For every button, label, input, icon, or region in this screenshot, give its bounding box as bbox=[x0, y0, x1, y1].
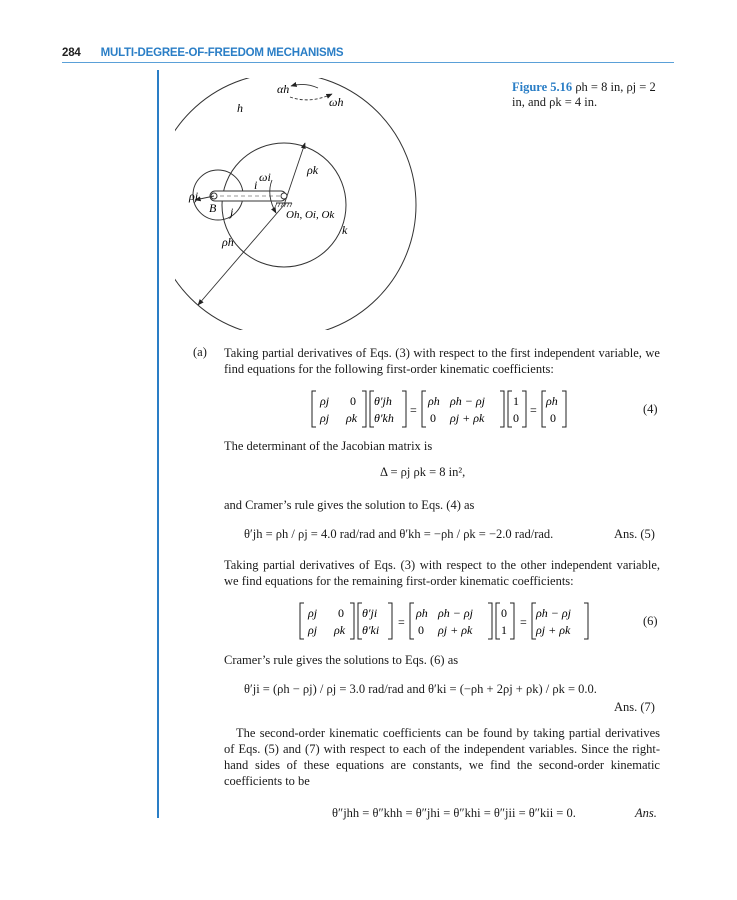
eq4-m1-21: ρj bbox=[320, 411, 330, 425]
eq6-vector-2 bbox=[496, 603, 514, 639]
eq4-m2-12: ρh − ρj bbox=[450, 394, 485, 408]
paragraph-6: The second-order kinematic coefficients can be found by taking partial derivatives of Eqs. (5) and (7) with respect to each of the independent variables. Since the right-hand sides of these equations are constants, we find the second-order kinematic coefficients to be bbox=[224, 726, 660, 788]
eq4-m1-12: 0 bbox=[350, 394, 356, 408]
caption-label: Figure 5.16 bbox=[512, 80, 573, 94]
paragraph-2: The determinant of the Jacobian matrix is bbox=[224, 439, 433, 453]
eq4-m2-22: ρj + ρk bbox=[450, 411, 485, 425]
eq5-ans: Ans. (5) bbox=[614, 527, 655, 541]
eq6-matrix-1 bbox=[300, 603, 354, 639]
eq4-v3-1: ρh bbox=[546, 394, 558, 408]
part-a-marker: (a) bbox=[193, 345, 207, 359]
paragraph-4: Taking partial derivatives of Eqs. (3) with respect to the other independent variable, we find equations for the remaining first-order kinematic coefficients: bbox=[224, 558, 660, 588]
svg-text:=: = bbox=[530, 403, 537, 417]
omega-h-arrow bbox=[290, 94, 332, 100]
running-header bbox=[62, 47, 343, 59]
label-omega-i: ωi bbox=[259, 170, 271, 184]
label-alpha-h: αh bbox=[277, 82, 290, 96]
eq6-m1-21: ρj bbox=[308, 623, 318, 637]
rho-k-arrow bbox=[284, 143, 305, 205]
eq6-v3-2: ρj + ρk bbox=[536, 623, 571, 637]
running-title: MULTI-DEGREE-OF-FREEDOM MECHANISMS bbox=[100, 47, 344, 59]
eq4-number: (4) bbox=[643, 402, 658, 416]
label-B: B bbox=[209, 201, 217, 215]
eq6-v2-1: 0 bbox=[501, 606, 507, 620]
caption-text: ρh = 8 in, ρj = 2 in, and ρk = 4 in. bbox=[512, 80, 656, 109]
eq6-v3-1: ρh − ρj bbox=[536, 606, 571, 620]
label-omega-h: ωh bbox=[329, 95, 344, 109]
eq4-m2-21: 0 bbox=[430, 411, 436, 425]
label-rho-j: ρj bbox=[189, 189, 199, 203]
rho-h-arrow bbox=[198, 205, 284, 305]
eq8-ans: Ans. bbox=[635, 806, 657, 820]
figure-caption bbox=[512, 80, 662, 110]
eq4-v2-1: 1 bbox=[513, 394, 519, 408]
eq6-v2-2: 1 bbox=[501, 623, 507, 637]
margin-bar bbox=[157, 70, 159, 818]
label-k: k bbox=[342, 223, 348, 237]
label-rho-k: ρk bbox=[307, 163, 319, 177]
alpha-h-arrow bbox=[291, 84, 318, 88]
paragraph-1: Taking partial derivatives of Eqs. (3) with respect to the first independent variable, we find equations for the following first-order kinematic coefficients: bbox=[224, 346, 660, 376]
eq6-m2-12: ρh − ρj bbox=[438, 606, 473, 620]
eq6-vector-3 bbox=[532, 603, 588, 639]
figure-5-16-diagram bbox=[175, 78, 435, 330]
eq6-number: (6) bbox=[643, 614, 658, 628]
eq4-vector-1 bbox=[370, 391, 406, 427]
eq4-m1-22: ρk bbox=[346, 411, 358, 425]
eq4-v1-2: θ′kh bbox=[374, 411, 394, 425]
page-number: 284 bbox=[62, 47, 81, 59]
eq6-m1-12: 0 bbox=[338, 606, 344, 620]
paragraph-3: and Cramer’s rule gives the solution to Eqs. (4) as bbox=[224, 498, 475, 512]
eq4-vector-2 bbox=[508, 391, 526, 427]
eq6-v1-1: θ′ji bbox=[362, 606, 378, 620]
eq4-m2-11: ρh bbox=[428, 394, 440, 408]
eq6-matrix-2 bbox=[410, 603, 492, 639]
paragraph-5: Cramer’s rule gives the solutions to Eqs. (6) as bbox=[224, 653, 459, 667]
eq4-v3-2: 0 bbox=[550, 411, 556, 425]
eq4-v1-1: θ′jh bbox=[374, 394, 392, 408]
eq6-m2-22: ρj + ρk bbox=[438, 623, 473, 637]
svg-text:=: = bbox=[410, 403, 417, 417]
eq6-m2-21: 0 bbox=[418, 623, 424, 637]
equation-4 bbox=[310, 389, 570, 431]
eq6-v1-2: θ′ki bbox=[362, 623, 380, 637]
eq6-m2-11: ρh bbox=[416, 606, 428, 620]
eq6-m1-11: ρj bbox=[308, 606, 318, 620]
equation-5: θ′jh = ρh / ρj = 4.0 rad/rad and θ′kh = −ρh / ρk = −2.0 rad/rad. bbox=[244, 527, 554, 541]
eq6-vector-1 bbox=[358, 603, 392, 639]
eq6-m1-22: ρk bbox=[334, 623, 346, 637]
header-rule bbox=[62, 62, 674, 63]
equation-8: θ″jhh = θ″khh = θ″jhi = θ″khi = θ″jii = θ″kii = 0. bbox=[332, 806, 576, 820]
svg-text:=: = bbox=[520, 615, 527, 629]
label-rho-h: ρh bbox=[222, 235, 234, 249]
label-j: j bbox=[230, 205, 234, 219]
equation-7: θ′ji = (ρh − ρj) / ρj = 3.0 rad/rad and θ′ki = (−ρh + 2ρj + ρk) / ρk = 0.0. bbox=[244, 682, 597, 696]
eq4-matrix-1 bbox=[312, 391, 366, 427]
eq4-m1-11: ρj bbox=[320, 394, 330, 408]
eq4-v2-2: 0 bbox=[513, 411, 519, 425]
eq7-ans: Ans. (7) bbox=[614, 700, 655, 714]
eq4-vector-3 bbox=[542, 391, 566, 427]
label-i: i bbox=[254, 178, 258, 192]
svg-text:=: = bbox=[398, 615, 405, 629]
label-h: h bbox=[237, 101, 243, 115]
equation-determinant: Δ = ρj ρk = 8 in², bbox=[380, 465, 466, 479]
label-origin: Oh, Oi, Ok bbox=[286, 209, 335, 221]
eq4-matrix-2 bbox=[422, 391, 504, 427]
equation-6 bbox=[298, 601, 598, 643]
